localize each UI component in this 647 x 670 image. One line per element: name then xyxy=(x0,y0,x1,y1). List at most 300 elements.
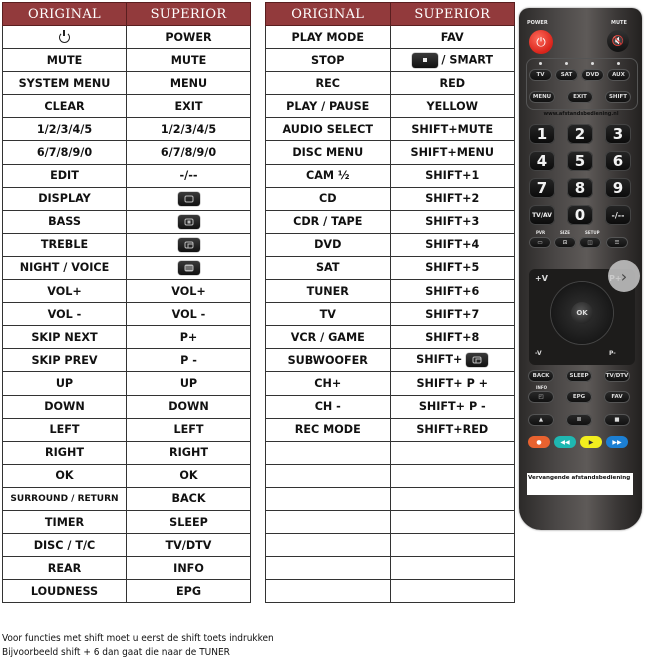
fast-forward-button-icon: ▶▶ xyxy=(606,436,628,448)
original-label: SUBWOOFER xyxy=(287,353,368,367)
table-row xyxy=(3,210,251,233)
mapping-table-left xyxy=(2,2,251,603)
setup-button-icon: ◫ xyxy=(579,237,601,248)
original-cell xyxy=(3,395,127,418)
power-icon: ⏻ xyxy=(529,30,553,54)
setup-button-icon xyxy=(178,238,200,252)
superior-label: FAV xyxy=(440,30,464,44)
original-cell xyxy=(3,280,127,303)
original-cell xyxy=(3,118,127,141)
next-image-arrow-icon[interactable]: › xyxy=(608,260,640,292)
superior-label: DOWN xyxy=(168,400,209,414)
original-cell xyxy=(3,487,127,510)
remote-num-4: 4 xyxy=(529,151,555,171)
original-cell xyxy=(3,95,127,118)
dpad-ring xyxy=(551,282,613,344)
table-row xyxy=(3,187,251,210)
original-cell xyxy=(3,534,127,557)
table-row xyxy=(266,280,515,303)
superior-cell xyxy=(127,49,251,72)
superior-label: SHIFT+2 xyxy=(425,192,480,206)
original-cell xyxy=(266,510,391,533)
superior-label: SHIFT+ xyxy=(416,353,463,367)
remote-btn-exit: EXIT xyxy=(567,91,593,103)
remote-btn-tvdtv: TV/DTV xyxy=(604,370,630,382)
superior-cell xyxy=(127,187,251,210)
original-label: TIMER xyxy=(44,515,85,529)
original-cell xyxy=(3,418,127,441)
superior-cell xyxy=(127,26,251,49)
table-row xyxy=(3,441,251,464)
superior-label: SHIFT+6 xyxy=(425,284,480,298)
original-label: VOL+ xyxy=(47,284,82,298)
original-label: CLEAR xyxy=(44,99,85,113)
superior-cell xyxy=(127,118,251,141)
original-label: VOL - xyxy=(47,307,82,321)
table-row xyxy=(266,49,515,72)
original-cell xyxy=(266,72,391,95)
table-row xyxy=(266,26,515,49)
superior-label: SHIFT+ P - xyxy=(418,400,486,414)
superior-cell xyxy=(127,303,251,326)
superior-cell xyxy=(390,395,515,418)
original-label: REC xyxy=(315,76,340,90)
table-row xyxy=(266,464,515,487)
superior-label: -/-- xyxy=(179,169,198,183)
teletext-button-icon xyxy=(178,261,200,275)
superior-cell xyxy=(127,164,251,187)
ok-button: OK xyxy=(571,302,593,324)
superior-cell xyxy=(127,233,251,256)
original-cell xyxy=(266,280,391,303)
red-button-icon: ● xyxy=(528,436,550,448)
original-label: SURROUND / RETURN xyxy=(10,493,119,504)
superior-label: MUTE xyxy=(170,53,207,67)
table-row xyxy=(266,580,515,603)
table-row xyxy=(3,580,251,603)
superior-label: SHIFT+MUTE xyxy=(411,122,494,136)
original-cell xyxy=(266,418,391,441)
original-label: VCR / GAME xyxy=(290,330,365,344)
original-cell xyxy=(3,464,127,487)
remote-btn-tv: TV xyxy=(529,69,552,81)
power-label: POWER xyxy=(527,20,548,26)
table-row xyxy=(3,49,251,72)
mute-icon: 🔇 xyxy=(607,30,629,52)
superior-label: YELLOW xyxy=(426,99,478,113)
original-cell xyxy=(266,210,391,233)
superior-label: OK xyxy=(179,469,198,483)
superior-cell xyxy=(127,256,251,279)
table-row xyxy=(266,557,515,580)
vol-up-label: +V xyxy=(535,274,548,283)
info-button-icon: ◰ xyxy=(528,391,554,403)
table-row xyxy=(3,349,251,372)
superior-label: SHIFT+ P + xyxy=(416,376,489,390)
pause-icon: II xyxy=(566,414,592,426)
table-row xyxy=(266,510,515,533)
remote-num-1: 1 xyxy=(529,124,555,144)
original-label: TREBLE xyxy=(40,238,89,252)
superior-label: SHIFT+3 xyxy=(425,215,480,229)
table-row xyxy=(3,395,251,418)
table-row xyxy=(3,95,251,118)
superior-cell xyxy=(390,372,515,395)
superior-cell xyxy=(127,141,251,164)
setup-button-icon xyxy=(466,353,488,367)
original-cell xyxy=(3,557,127,580)
superior-cell xyxy=(127,349,251,372)
table-row xyxy=(3,326,251,349)
original-cell xyxy=(266,141,391,164)
header-original: ORIGINAL xyxy=(3,3,127,26)
original-label: DISC MENU xyxy=(292,146,364,160)
superior-label: SHIFT+8 xyxy=(425,330,480,344)
superior-label: SHIFT+RED xyxy=(416,423,489,437)
mute-label: MUTE xyxy=(611,20,627,26)
table-row xyxy=(266,187,515,210)
original-cell xyxy=(3,210,127,233)
original-cell xyxy=(3,187,127,210)
original-label: CH+ xyxy=(314,376,342,390)
superior-label: MENU xyxy=(169,76,208,90)
original-label: AUDIO SELECT xyxy=(282,122,374,136)
superior-label: UP xyxy=(179,376,198,390)
original-cell xyxy=(3,349,127,372)
table-row xyxy=(266,372,515,395)
table-row xyxy=(3,72,251,95)
original-label: SYSTEM MENU xyxy=(18,76,111,90)
original-label: SAT xyxy=(316,261,340,275)
superior-cell xyxy=(390,487,515,510)
table-row xyxy=(266,418,515,441)
original-label: DVD xyxy=(314,238,342,252)
superior-cell xyxy=(390,510,515,533)
table-row xyxy=(266,487,515,510)
original-cell xyxy=(3,441,127,464)
led-dot xyxy=(617,62,620,65)
table-row xyxy=(266,118,515,141)
original-label: CD xyxy=(319,192,337,206)
superior-label: LEFT xyxy=(173,423,204,437)
original-cell xyxy=(3,256,127,279)
superior-cell xyxy=(390,326,515,349)
superior-cell xyxy=(390,441,515,464)
original-cell xyxy=(266,187,391,210)
superior-cell xyxy=(127,534,251,557)
superior-cell xyxy=(127,372,251,395)
superior-cell xyxy=(390,280,515,303)
superior-cell xyxy=(390,118,515,141)
original-label: DISC / T/C xyxy=(33,538,96,552)
shift-example-note: Bijvoorbeeld shift + 6 dan gaat die naar de TUNER xyxy=(2,647,230,658)
superior-cell xyxy=(127,326,251,349)
original-cell xyxy=(3,580,127,603)
remote-btn-epg: EPG xyxy=(566,391,592,403)
superior-cell xyxy=(127,487,251,510)
superior-label: RED xyxy=(439,76,466,90)
original-cell xyxy=(3,141,127,164)
table-row xyxy=(266,141,515,164)
remote-btn-tvav: TV/AV xyxy=(529,205,555,225)
website-watermark: www.afstandsbediening.nl xyxy=(543,111,619,117)
original-cell xyxy=(266,534,391,557)
table-row xyxy=(266,164,515,187)
superior-cell xyxy=(127,464,251,487)
superior-cell xyxy=(390,418,515,441)
original-cell xyxy=(266,580,391,603)
superior-label: SHIFT+4 xyxy=(425,238,480,252)
original-cell xyxy=(266,487,391,510)
original-cell xyxy=(266,441,391,464)
superior-label: P+ xyxy=(179,330,198,344)
rewind-button-icon: ◀◀ xyxy=(554,436,576,448)
table-row xyxy=(3,418,251,441)
superior-cell xyxy=(390,534,515,557)
superior-label: SLEEP xyxy=(169,515,208,529)
original-label: PLAY MODE xyxy=(291,30,364,44)
original-label: CDR / TAPE xyxy=(293,215,363,229)
table-row xyxy=(266,303,515,326)
original-cell xyxy=(266,118,391,141)
table-row xyxy=(266,256,515,279)
remote-btn-menu: MENU xyxy=(529,91,555,103)
header-original: ORIGINAL xyxy=(266,3,391,26)
remote-num-8: 8 xyxy=(567,178,593,198)
original-label: TV xyxy=(319,307,336,321)
mapping-table-right xyxy=(265,2,515,603)
original-label: PLAY / PAUSE xyxy=(286,99,370,113)
vol-down-label: -V xyxy=(535,350,542,357)
superior-cell xyxy=(390,464,515,487)
superior-cell xyxy=(390,210,515,233)
superior-cell xyxy=(390,49,515,72)
original-cell xyxy=(3,164,127,187)
superior-cell xyxy=(390,187,515,210)
original-label: EDIT xyxy=(50,169,79,183)
original-cell xyxy=(266,557,391,580)
original-label: SKIP NEXT xyxy=(31,330,98,344)
table-row xyxy=(266,210,515,233)
original-label: TUNER xyxy=(306,284,349,298)
table-row xyxy=(3,487,251,510)
original-cell xyxy=(3,510,127,533)
original-label: DOWN xyxy=(44,400,85,414)
original-cell xyxy=(3,326,127,349)
size-label: SIZE xyxy=(560,230,571,235)
original-cell xyxy=(266,49,391,72)
superior-label: VOL - xyxy=(171,307,206,321)
pvr-label: PVR xyxy=(536,230,546,235)
superior-cell xyxy=(127,280,251,303)
original-cell xyxy=(3,26,127,49)
superior-cell xyxy=(390,303,515,326)
original-cell xyxy=(266,464,391,487)
superior-cell xyxy=(127,441,251,464)
table-row xyxy=(3,164,251,187)
original-cell xyxy=(266,326,391,349)
remote-num-7: 7 xyxy=(529,178,555,198)
remote-btn-back: BACK xyxy=(528,370,554,382)
superior-cell xyxy=(127,95,251,118)
original-cell xyxy=(3,303,127,326)
superior-cell xyxy=(390,557,515,580)
superior-cell xyxy=(390,141,515,164)
original-cell xyxy=(266,372,391,395)
original-label: REC MODE xyxy=(294,423,361,437)
superior-label: EPG xyxy=(175,584,202,598)
remote-btn-sat: SAT xyxy=(555,69,578,81)
superior-label: / SMART xyxy=(441,53,493,67)
superior-cell xyxy=(390,349,515,372)
remote-btn-dash: -/-- xyxy=(605,205,631,225)
size-button-icon: ⊡ xyxy=(554,237,576,248)
superior-label: RIGHT xyxy=(169,446,208,460)
superior-label: EXIT xyxy=(174,99,203,113)
remote-num-9: 9 xyxy=(605,178,631,198)
original-label: LOUDNESS xyxy=(30,584,99,598)
original-label: 6/7/8/9/0 xyxy=(36,146,93,160)
original-label: STOP xyxy=(311,53,345,67)
stop-button-icon xyxy=(412,53,438,68)
table-row xyxy=(266,441,515,464)
shift-note: Voor functies met shift moet u eerst de shift toets indrukken xyxy=(2,633,274,644)
p-down-label: P- xyxy=(609,350,616,357)
led-dot xyxy=(539,62,542,65)
original-cell xyxy=(266,233,391,256)
size-button-icon xyxy=(178,215,200,229)
table-row xyxy=(3,26,251,49)
superior-label: INFO xyxy=(173,561,204,575)
remote-btn-aux: AUX xyxy=(607,69,630,81)
table-row xyxy=(3,280,251,303)
original-cell xyxy=(3,372,127,395)
superior-label: TV/DTV xyxy=(165,538,212,552)
superior-cell xyxy=(390,26,515,49)
superior-label: 1/2/3/4/5 xyxy=(160,122,217,136)
original-cell xyxy=(266,26,391,49)
header-superior: SUPERIOR xyxy=(390,3,515,26)
superior-cell xyxy=(127,395,251,418)
original-label: MUTE xyxy=(46,53,83,67)
superior-cell xyxy=(390,233,515,256)
table-row xyxy=(266,233,515,256)
table-row xyxy=(266,72,515,95)
remote-btn-sleep: SLEEP xyxy=(566,370,592,382)
led-dot xyxy=(565,62,568,65)
superior-label: 6/7/8/9/0 xyxy=(160,146,217,160)
table-row xyxy=(3,557,251,580)
stop-icon: ■ xyxy=(604,414,630,426)
table-row xyxy=(3,534,251,557)
original-cell xyxy=(3,233,127,256)
eject-icon: ▲ xyxy=(528,414,554,426)
power-icon xyxy=(59,32,70,43)
superior-label: SHIFT+MENU xyxy=(410,146,494,160)
table-row xyxy=(266,95,515,118)
remote-num-0: 0 xyxy=(567,205,593,225)
remote-num-5: 5 xyxy=(567,151,593,171)
original-cell xyxy=(266,256,391,279)
table-row xyxy=(266,349,515,372)
remote-num-6: 6 xyxy=(605,151,631,171)
info-label: INFO xyxy=(536,385,547,390)
original-label: BASS xyxy=(48,215,81,229)
superior-cell xyxy=(390,580,515,603)
replacement-remote-sticker: Vervangende afstandsbediening xyxy=(527,473,633,495)
original-label: DISPLAY xyxy=(38,192,91,206)
table-row xyxy=(3,303,251,326)
setup-label: SETUP xyxy=(585,230,600,235)
superior-cell xyxy=(390,95,515,118)
superior-label: POWER xyxy=(165,30,212,44)
superior-label: SHIFT+7 xyxy=(425,307,480,321)
original-cell xyxy=(266,395,391,418)
table-row xyxy=(266,534,515,557)
table-row xyxy=(3,233,251,256)
superior-label: BACK xyxy=(171,492,206,506)
original-label: CAM ½ xyxy=(306,169,350,183)
remote-num-3: 3 xyxy=(605,124,631,144)
superior-label: P - xyxy=(180,353,197,367)
superior-cell xyxy=(127,418,251,441)
superior-cell xyxy=(127,580,251,603)
table-row xyxy=(3,141,251,164)
original-cell xyxy=(266,164,391,187)
original-label: OK xyxy=(55,469,74,483)
original-label: 1/2/3/4/5 xyxy=(36,122,93,136)
table-row xyxy=(3,256,251,279)
original-cell xyxy=(3,72,127,95)
pvr-button-icon xyxy=(178,192,200,206)
table-row xyxy=(3,510,251,533)
header-superior: SUPERIOR xyxy=(127,3,251,26)
original-label: LEFT xyxy=(49,423,80,437)
superior-cell xyxy=(127,510,251,533)
original-cell xyxy=(266,303,391,326)
table-row xyxy=(266,326,515,349)
superior-cell xyxy=(390,256,515,279)
original-label: SKIP PREV xyxy=(31,353,98,367)
original-cell xyxy=(266,349,391,372)
original-label: UP xyxy=(55,376,74,390)
superior-label: VOL+ xyxy=(171,284,206,298)
superior-cell xyxy=(127,557,251,580)
table-row xyxy=(3,118,251,141)
original-label: CH - xyxy=(314,400,341,414)
remote-num-2: 2 xyxy=(567,124,593,144)
table-row xyxy=(3,464,251,487)
original-cell xyxy=(3,49,127,72)
original-label: RIGHT xyxy=(45,446,84,460)
superior-cell xyxy=(127,72,251,95)
superior-cell xyxy=(390,72,515,95)
original-label: NIGHT / VOICE xyxy=(19,261,110,275)
original-label: REAR xyxy=(47,561,82,575)
remote-btn-dvd: DVD xyxy=(581,69,604,81)
pvr-button-icon: ▭ xyxy=(529,237,551,248)
teletext-button-icon: ☰ xyxy=(606,237,628,248)
original-cell xyxy=(266,95,391,118)
remote-btn-fav: FAV xyxy=(604,391,630,403)
play-button-icon: ▶ xyxy=(580,436,602,448)
superior-cell xyxy=(390,164,515,187)
superior-label: SHIFT+5 xyxy=(425,261,480,275)
superior-cell xyxy=(127,210,251,233)
remote-btn-shift: SHIFT xyxy=(605,91,631,103)
led-dot xyxy=(591,62,594,65)
table-row xyxy=(266,395,515,418)
